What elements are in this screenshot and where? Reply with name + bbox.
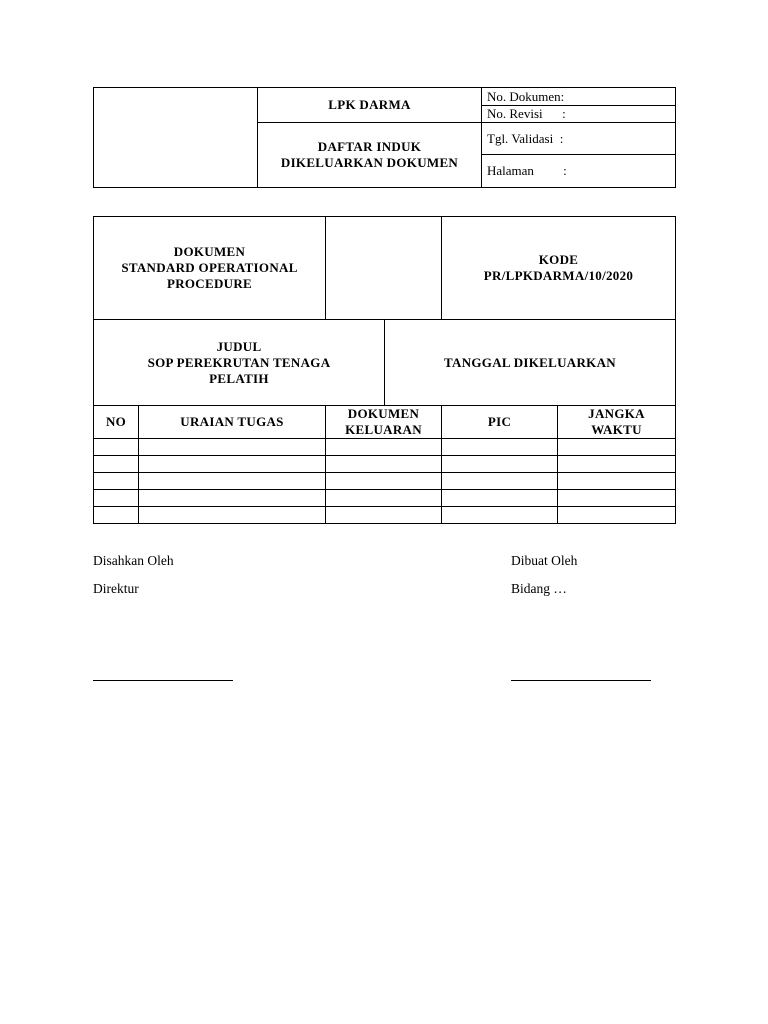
halaman-field: Halaman : [482, 155, 676, 188]
empty-cell [326, 217, 442, 320]
col-uraian-header: URAIAN TUGAS [139, 406, 326, 439]
document-header-table [93, 87, 676, 188]
dokumen-line3: PROCEDURE [166, 276, 253, 291]
preparer-signature-line [511, 680, 651, 681]
doc-title [258, 123, 482, 188]
approver-signature-line [93, 680, 233, 681]
cell-uraian [139, 473, 326, 490]
table-row [94, 490, 676, 507]
logo-cell [94, 88, 258, 188]
cell-jangka [558, 439, 676, 456]
cell-dokumen [326, 439, 442, 456]
cell-jangka [558, 490, 676, 507]
col-dokumen-header [326, 406, 442, 439]
cell-pic [442, 439, 558, 456]
cell-uraian [139, 456, 326, 473]
col-jangka-line2: WAKTU [591, 422, 642, 437]
cell-jangka [558, 456, 676, 473]
kode-cell [442, 217, 676, 320]
cell-uraian [139, 507, 326, 524]
cell-no [94, 456, 139, 473]
cell-no [94, 507, 139, 524]
col-pic-header: PIC [442, 406, 558, 439]
table-row [94, 507, 676, 524]
judul-line1: SOP PEREKRUTAN TENAGA [147, 354, 331, 370]
dokumen-line1: DOKUMEN [173, 244, 246, 259]
no-dokumen-field: No. Dokumen: [482, 88, 676, 106]
task-table [93, 405, 676, 524]
tanggal-cell: TANGGAL DIKELUARKAN [385, 320, 676, 406]
col-jangka-header [558, 406, 676, 439]
cell-no [94, 490, 139, 507]
kode-value: PR/LPKDARMA/10/2020 [483, 268, 634, 283]
judul-cell [94, 320, 385, 406]
org-name: LPK DARMA [258, 88, 482, 123]
cell-pic [442, 456, 558, 473]
col-jangka-line1: JANGKA [588, 406, 645, 421]
approver-role: Direktur [93, 581, 139, 596]
doc-title-line2: DIKELUARKAN DOKUMEN [280, 155, 459, 170]
doc-title-line1: DAFTAR INDUK [317, 139, 422, 154]
col-dokumen-line1: DOKUMEN [347, 406, 420, 421]
cell-no [94, 473, 139, 490]
table-row [94, 473, 676, 490]
cell-no [94, 439, 139, 456]
cell-dokumen [326, 473, 442, 490]
table-row [94, 439, 676, 456]
cell-jangka [558, 473, 676, 490]
cell-pic [442, 507, 558, 524]
table-row [94, 456, 676, 473]
no-revisi-field: No. Revisi : [482, 106, 676, 123]
preparer-role: Bidang … [511, 581, 567, 596]
prepared-by-label: Dibuat Oleh [511, 553, 578, 568]
judul-line2: PELATIH [209, 370, 269, 386]
task-header-row [94, 406, 676, 439]
cell-pic [442, 473, 558, 490]
cell-jangka [558, 507, 676, 524]
cell-dokumen [326, 490, 442, 507]
cell-dokumen [326, 507, 442, 524]
approved-by-label: Disahkan Oleh [93, 553, 174, 568]
cell-pic [442, 490, 558, 507]
judul-label: JUDUL [216, 338, 262, 354]
col-dokumen-line2: KELUARAN [345, 422, 422, 437]
cell-uraian [139, 490, 326, 507]
tgl-validasi-field: Tgl. Validasi : [482, 123, 676, 155]
dokumen-cell [94, 217, 326, 320]
col-no-header: NO [94, 406, 139, 439]
kode-label: KODE [538, 252, 579, 267]
sop-info-table [93, 216, 676, 406]
dokumen-line2: STANDARD OPERATIONAL [121, 260, 298, 275]
cell-dokumen [326, 456, 442, 473]
cell-uraian [139, 439, 326, 456]
